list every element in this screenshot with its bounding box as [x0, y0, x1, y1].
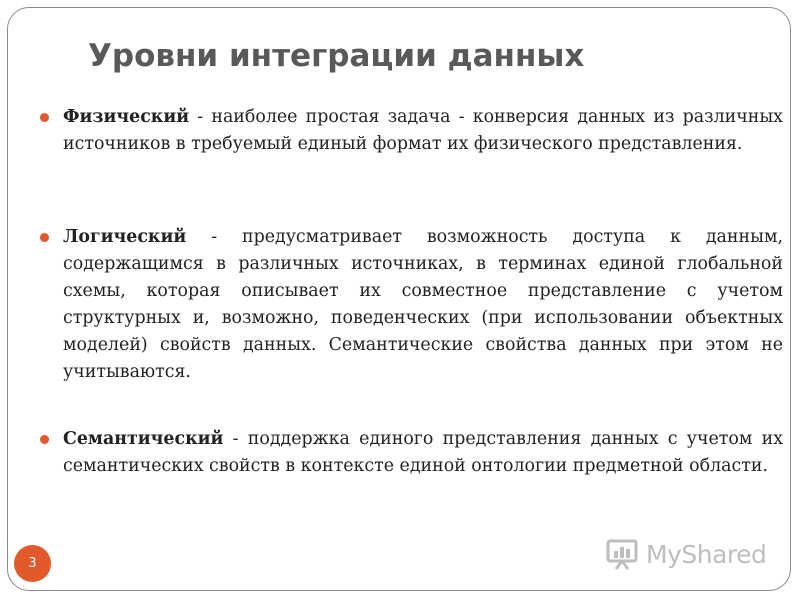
bullet-text: - поддержка единого представления данных с учетом их семантических свойств в контексте единой онтологии предметной области.: [63, 429, 783, 476]
bullet-paragraph: [63, 426, 783, 480]
bullet-paragraph: [63, 224, 783, 386]
bullet-term: Физический: [63, 107, 190, 127]
bullet-paragraph: [63, 104, 783, 158]
page-number-badge: 3: [14, 545, 51, 582]
bullet-term: Семантический: [63, 429, 224, 449]
bullet-dot-icon: [40, 113, 49, 122]
myshared-logo-icon: [606, 537, 640, 571]
slide-title: Уровни интеграции данных: [88, 38, 585, 74]
bullet-dot-icon: [40, 435, 49, 444]
watermark-text: MyShared: [646, 539, 767, 569]
bullet-dot-icon: [40, 233, 49, 242]
bullet-term: Логический: [63, 227, 187, 247]
bullet-text: - предусматривает возможность доступа к данным, содержащимся в различных источниках, в терминах единой глобальной схемы, которая описывает их совместное представление с учетом структурных и, возможно, поведенческих (при использовании объектных моделей) свойств данных. Семантические свойства данных при этом не учитываются.: [63, 227, 783, 382]
watermark: [606, 537, 766, 571]
bullet-text: - наиболее простая задача - конверсия данных из различных источников в требуемый единый формат их физического представления.: [63, 107, 783, 154]
